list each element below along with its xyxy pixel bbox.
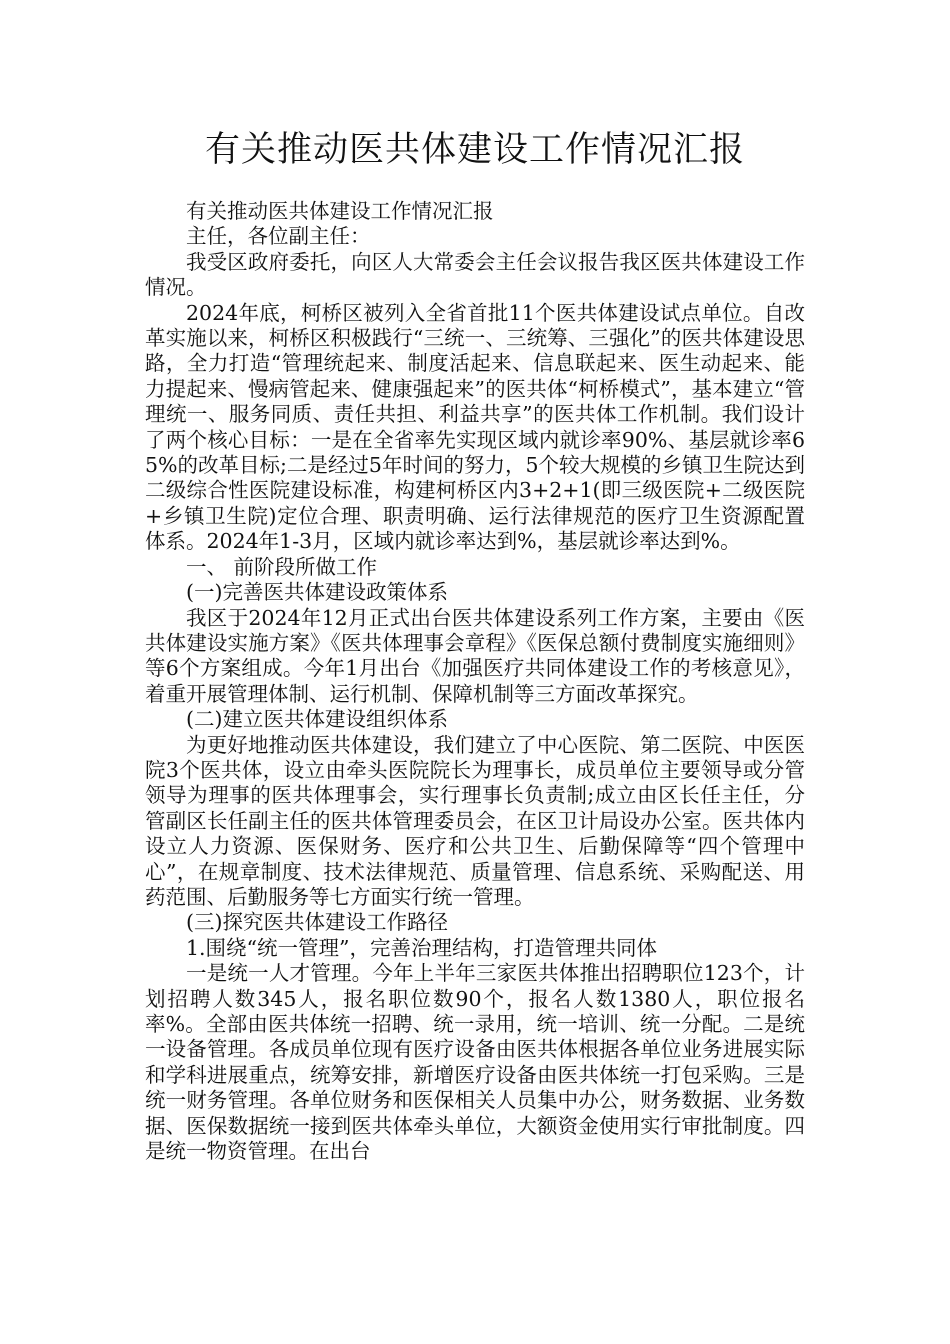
intro-paragraph: 我受区政府委托，向区人大常委会主任会议报告我区医共体建设工作情况。: [145, 249, 805, 300]
section-heading-1: 一、 前阶段所做工作: [186, 554, 378, 579]
document-body: [145, 199, 805, 1164]
salutation-paragraph: 主任，各位副主任：: [186, 224, 371, 249]
subsection-heading-1: (一)完善医共体建设政策体系: [186, 580, 448, 605]
organization-paragraph: 为更好地推动医共体建设，我们建立了中心医院、第二医院、中医医院3个医共体，设立由牵头医院院长为理事长，成员单位主要领导或分管领导为理事的医共体理事会，实行理事长负责制;成立由区长任主任，分管副区长任副主任的医共体管理委员会，在区卫计局设办公室。医共体内设立人力资源、医保财务、医疗和公共卫生、后勤保障等“四个管理中心”，在规章制度、技术法律规范、质量管理、信息系统、采购配送、用药范围、后勤服务等七方面实行统一管理。: [145, 732, 805, 909]
item-heading-1: 1.围绕“统一管理”，完善治理结构，打造管理共同体: [186, 935, 658, 960]
subsection-heading-3: (三)探究医共体建设工作路径: [186, 910, 448, 935]
document-title: 有关推动医共体建设工作情况汇报: [204, 130, 745, 170]
subtitle-paragraph: 有关推动医共体建设工作情况汇报: [186, 199, 494, 223]
policy-paragraph: 我区于2024年12月正式出台医共体建设系列工作方案，主要由《医共体建设实施方案》《医共体理事会章程》《医保总额付费制度实施细则》等6个方案组成。今年1月出台《加强医疗共同体建设工作的考核意见》，着重开展管理体制、运行机制、保障机制等三方面改革探究。: [145, 605, 805, 706]
management-paragraph: 一是统一人才管理。今年上半年三家医共体推出招聘职位123个，计划招聘人数345人，报名职位数90个，报名人数1380人，职位报名率%。全部由医共体统一招聘、统一录用，统一培训、统一分配。二是统一设备管理。各成员单位现有医疗设备由医共体根据各单位业务进展实际和学科进展重点，统筹安排，新增医疗设备由医共体统一打包采购。三是统一财务管理。各单位财务和医保相关人员集中办公，财务数据、业务数据、医保数据统一接到医共体牵头单位，大额资金使用实行审批制度。四是统一物资管理。在出台: [145, 961, 805, 1164]
subsection-heading-2: (二)建立医共体建设组织体系: [186, 707, 448, 732]
background-paragraph: 2024年底，柯桥区被列入全省首批11个医共体建设试点单位。自改革实施以来，柯桥区积极践行“三统一、三统筹、三强化”的医共体建设思路，全力打造“管理统起来、制度活起来、信息联起来、医生动起来、能力提起来、慢病管起来、健康强起来”的医共体“柯桥模式”，基本建立“管理统一、服务同质、责任共担、利益共享”的医共体工作机制。我们设计了两个核心目标：一是在全省率先实现区域内就诊率90%、基层就诊率65%的改革目标;二是经过5年时间的努力，5个较大规模的乡镇卫生院达到二级综合性医院建设标准，构建柯桥区内3+2+1(即三级医院+二级医院+乡镇卫生院)定位合理、职责明确、运行法律规范的医疗卫生资源配置体系。2024年1-3月，区域内就诊率达到%，基层就诊率达到%。: [145, 300, 806, 554]
